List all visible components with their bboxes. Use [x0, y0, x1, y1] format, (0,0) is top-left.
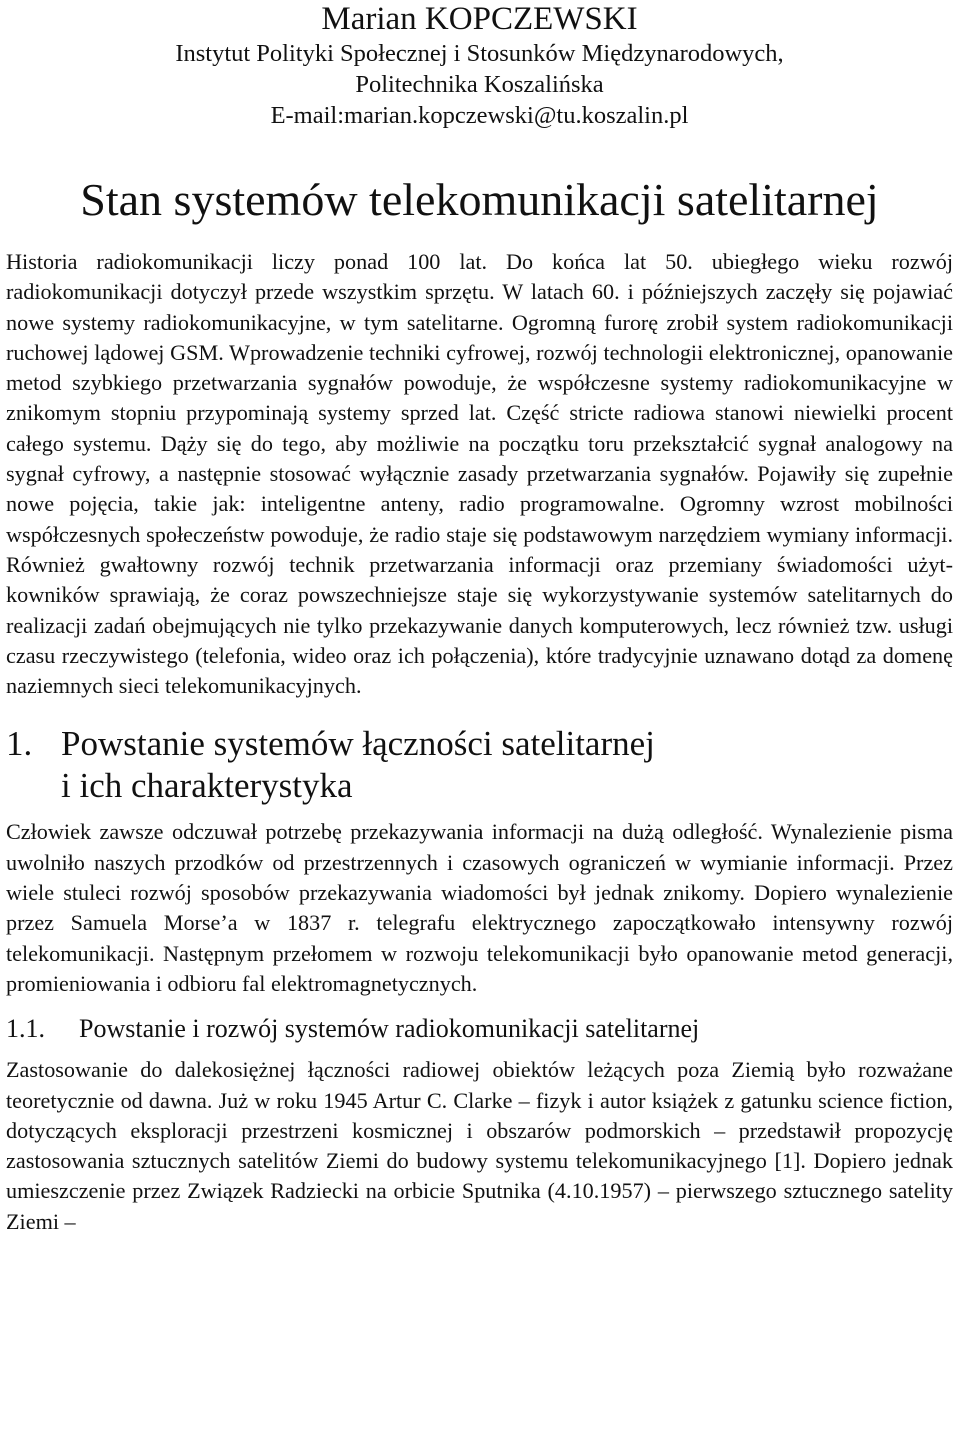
- section-1-1-number: 1.1.: [6, 1014, 45, 1044]
- section-1-heading: [6, 723, 953, 807]
- affiliation-institute: Instytut Polityki Społecznej i Stosunków Międzynarodowych,: [175, 40, 784, 67]
- section-1-title-line2: i ich charakterystyka: [61, 766, 353, 806]
- section-1-1-heading: [6, 1013, 953, 1045]
- section-1-title-line1: Powstanie systemów łączności satelitarnej: [61, 724, 655, 764]
- author-block: [6, 0, 953, 131]
- section-1-1-title: Powstanie i rozwój systemów radiokomunikacji satelitarnej: [79, 1014, 700, 1044]
- section-1-1-paragraph: Zastosowanie do dalekosiężnej łączności radiowej obiektów leżących poza Ziemią było rozważane teoretycznie od dawna. Już w roku 1945 Artur C. Clarke – fizyk i autor książek z gatunku science fiction, dotyczących eksploracji przestrzeni kosmicznej i obszarów podmorskich – przedstawił propozycję zastosowania sztucznych satelitów Ziemi do budowy systemu telekomunikacyjnego [1]. Dopiero jednak umieszczenie przez Związek Radziecki na orbicie Sputnika (4.10.1957) – pierwszego sztucznego satelity Ziemi –: [6, 1057, 953, 1234]
- section-1-number: 1.: [6, 724, 33, 764]
- document-title: Stan systemów telekomunikacji satelitarnej: [80, 174, 879, 225]
- author-email: E-mail:marian.kopczewski@tu.koszalin.pl: [270, 102, 689, 129]
- intro-paragraph: Historia radiokomunikacji liczy ponad 100 lat. Do końca lat 50. ubiegłego wieku rozwój radiokomunikacji dotyczył przede wszystkim sprzętu. W latach 60. i późniejszych zaczęły się pojawiać nowe systemy radiokomunikacyjne, w tym satelitarne. Ogromną furorę zrobił system radiokomunikacji ruchowej lądowej GSM. Wprowadzenie techniki cyfrowej, rozwój technologii elektronicznej, opanowanie metod szybkiego przetwarzania sygnałów powoduje, że współczesne systemy radiokomunikacyjne w znikomym stopniu przypominają systemy sprzed lat. Część stricte radiowa stanowi niewielki procent całego systemu. Dąży się do tego, aby możliwie na początku toru przekształcić sygnał analogowy na sygnał cyfrowy, a następnie stosować wyłącznie zasady przetwarzania sygnałów. Pojawiły się zupełnie nowe pojęcia, takie jak: inteligentne anteny, radio programowalne. Ogromny wzrost mobilności współczesnych społeczeństw powoduje, że radio staje się podstawowym narzędziem wymiany informacji. Również gwałtowny rozwój technik przetwarzania informacji oraz przemiany świadomości użytkowników sprawiają, że coraz powszechniejsze staje się wykorzystywanie systemów satelitarnych do realizacji zadań obejmujących nie tylko przekazywanie danych komputerowych, lecz również tzw. usługi czasu rzeczywistego (telefonia, wideo oraz ich połączenia), które tradycyjnie uznawano dotąd za domenę naziemnych sieci telekomunikacyjnych.: [6, 249, 953, 699]
- affiliation-university: Politechnika Koszalińska: [355, 71, 604, 98]
- section-1-title: [61, 723, 655, 807]
- section-1-paragraph: Człowiek zawsze odczuwał potrzebę przekazywania informacji na dużą odległość. Wynalezienie pisma uwolniło naszych przodków od przestrzennych i czasowych ograniczeń w wymianie informacji. Przez wiele stuleci rozwój sposobów przekazywania wiadomości był jednak znikomy. Dopiero wynalezienie przez Samuela Morse’a w 1837 r. telegrafu elektrycznego zapoczątkowało intensywny rozwój telekomunikacji. Następnym przełomem w rozwoju telekomunikacji było opanowanie metod generacji, promieniowania i odbioru fal elektromagnetycznych.: [6, 819, 953, 996]
- author-name: Marian KOPCZEWSKI: [321, 1, 638, 37]
